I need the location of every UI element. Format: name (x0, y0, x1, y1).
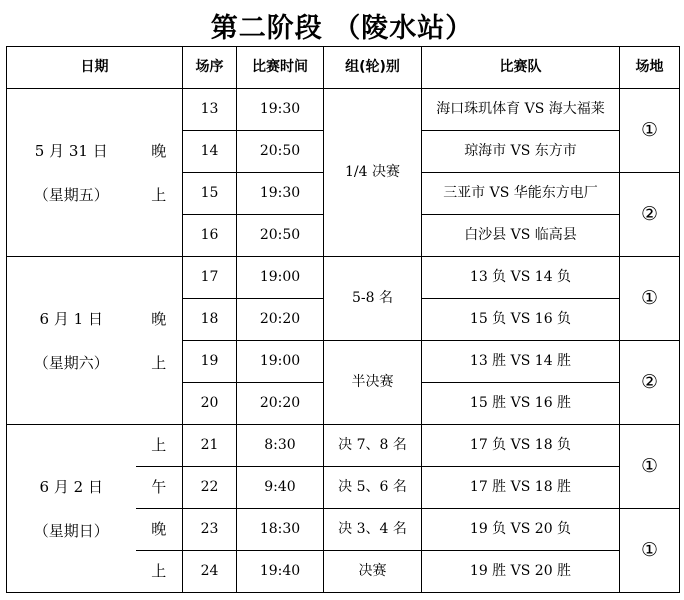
group-cell: 5-8 名 (324, 257, 422, 341)
venue-cell: ① (620, 509, 680, 593)
group-cell: 决 7、8 名 (324, 425, 422, 467)
venue-cell: ① (620, 257, 680, 341)
match-teams: 琼海市 VS 东方市 (422, 131, 620, 173)
period-cell: 午 (136, 467, 183, 509)
match-teams: 13 胜 VS 14 胜 (422, 341, 620, 383)
match-teams: 15 胜 VS 16 胜 (422, 383, 620, 425)
venue-cell: ① (620, 425, 680, 509)
weekday-text: （星期六） (33, 353, 109, 372)
schedule-table (6, 46, 680, 593)
group-cell: 决赛 (324, 551, 422, 593)
venue-cell: ② (620, 173, 680, 257)
header-teams: 比赛队 (422, 47, 620, 89)
match-no: 17 (183, 257, 237, 299)
match-no: 24 (183, 551, 237, 593)
date-text: 6 月 2 日 (39, 477, 103, 496)
match-teams: 15 负 VS 16 负 (422, 299, 620, 341)
match-no: 23 (183, 509, 237, 551)
date-cell (7, 89, 136, 257)
match-no: 14 (183, 131, 237, 173)
header-row (7, 47, 680, 89)
match-no: 16 (183, 215, 237, 257)
match-time: 20:50 (237, 215, 324, 257)
match-teams: 19 负 VS 20 负 (422, 509, 620, 551)
match-teams: 17 负 VS 18 负 (422, 425, 620, 467)
table-row (7, 89, 680, 131)
venue-cell: ① (620, 89, 680, 173)
period-cell: 上 (136, 551, 183, 593)
match-teams: 19 胜 VS 20 胜 (422, 551, 620, 593)
match-no: 18 (183, 299, 237, 341)
period-cell: 上 (136, 425, 183, 467)
date-cell (7, 425, 136, 593)
match-time: 18:30 (237, 509, 324, 551)
page-title: 第二阶段 （陵水站） (210, 12, 474, 44)
match-no: 19 (183, 341, 237, 383)
match-time: 19:30 (237, 89, 324, 131)
period-line: 晚 (151, 309, 167, 328)
group-cell: 决 3、4 名 (324, 509, 422, 551)
match-time: 20:20 (237, 299, 324, 341)
match-time: 9:40 (237, 467, 324, 509)
period-cell (136, 89, 183, 257)
period-line: 晚 (151, 141, 167, 160)
match-time: 8:30 (237, 425, 324, 467)
header-match-no: 场序 (183, 47, 237, 89)
period-line: 上 (151, 185, 167, 204)
match-teams: 三亚市 VS 华能东方电厂 (422, 173, 620, 215)
match-time: 19:00 (237, 257, 324, 299)
match-time: 19:30 (237, 173, 324, 215)
period-cell (136, 257, 183, 425)
match-no: 21 (183, 425, 237, 467)
match-no: 15 (183, 173, 237, 215)
group-cell: 1/4 决赛 (324, 89, 422, 257)
weekday-text: （星期日） (33, 521, 109, 540)
header-venue: 场地 (620, 47, 680, 89)
match-teams: 海口珠玑体育 VS 海大福莱 (422, 89, 620, 131)
header-date: 日期 (7, 47, 183, 89)
date-text: 6 月 1 日 (39, 309, 103, 328)
match-no: 13 (183, 89, 237, 131)
table-row (7, 425, 680, 467)
table-row (7, 257, 680, 299)
weekday-text: （星期五） (33, 185, 109, 204)
group-cell: 半决赛 (324, 341, 422, 425)
venue-cell: ② (620, 341, 680, 425)
match-teams: 白沙县 VS 临高县 (422, 215, 620, 257)
match-time: 20:20 (237, 383, 324, 425)
match-time: 19:40 (237, 551, 324, 593)
header-time: 比赛时间 (237, 47, 324, 89)
match-teams: 17 胜 VS 18 胜 (422, 467, 620, 509)
match-time: 19:00 (237, 341, 324, 383)
header-group: 组(轮)别 (324, 47, 422, 89)
period-line: 上 (151, 353, 167, 372)
date-cell (7, 257, 136, 425)
date-text: 5 月 31 日 (34, 141, 108, 160)
match-time: 20:50 (237, 131, 324, 173)
group-cell: 决 5、6 名 (324, 467, 422, 509)
match-no: 20 (183, 383, 237, 425)
period-cell: 晚 (136, 509, 183, 551)
match-teams: 13 负 VS 14 负 (422, 257, 620, 299)
match-no: 22 (183, 467, 237, 509)
